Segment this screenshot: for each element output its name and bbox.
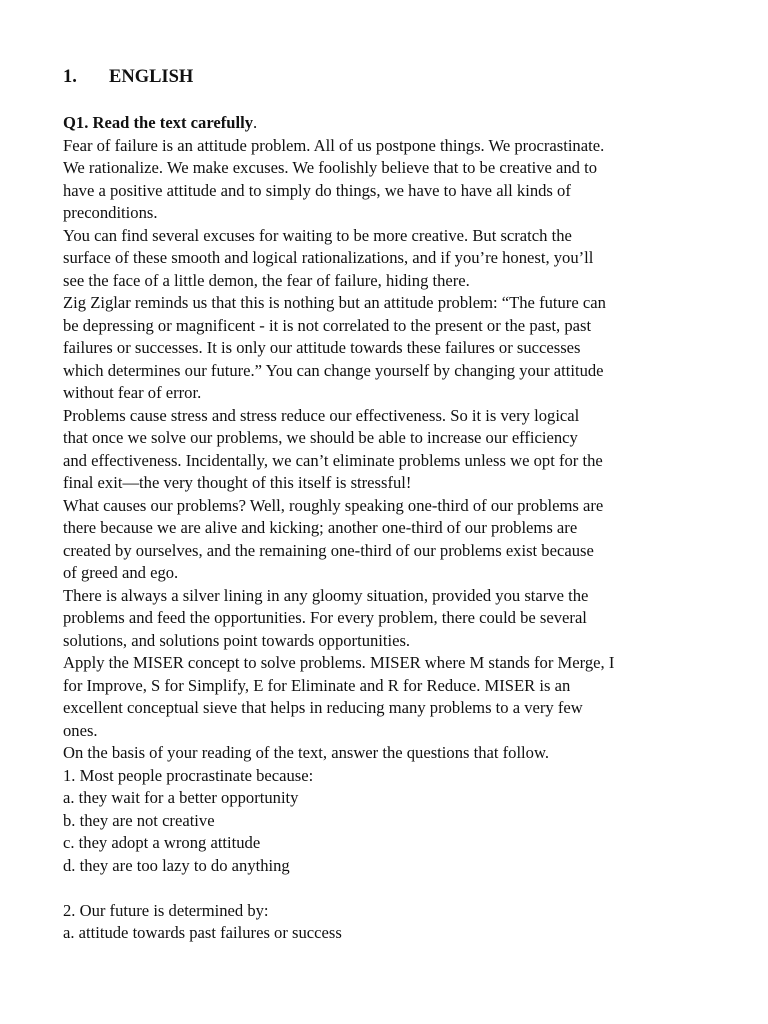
passage-line: ones. [63,720,98,740]
answer-option: a. they wait for a better opportunity [63,788,299,807]
passage-line: We rationalize. We make excuses. We foolishly believe that to be creative and to [63,158,598,177]
passage-line: there because we are alive and kicking; another one-third of our problems are [63,518,578,537]
passage-line: have a positive attitude and to simply do things, we have to have all kinds of [63,180,571,200]
passage-line: be depressing or magnificent - it is not correlated to the present or the past, past [63,315,592,335]
section-heading [63,64,193,90]
passage-line: surface of these smooth and logical rationalizations, and if you’re honest, you’ll [63,248,594,267]
question-label: Q1. Read the text carefully [63,113,254,132]
passage-line: which determines our future.” You can change yourself by changing your attitude [63,360,604,380]
passage-line: without fear of error. [63,383,202,402]
passage-line: Problems cause stress and stress reduce our effectiveness. So it is very logical [63,405,580,425]
passage-line: preconditions. [63,203,158,222]
passage-line: excellent conceptual sieve that helps in reducing many problems to a very few [63,698,583,717]
passage-line: Apply the MISER concept to solve problems. MISER where M stands for Merge, I [63,653,615,672]
passage-line: that once we solve our problems, we should be able to increase our efficiency [63,428,578,447]
passage-line: Zig Ziglar reminds us that this is nothing but an attitude problem: “The future can [63,293,606,312]
answer-option: b. they are not creative [63,810,215,830]
reading-passage [63,135,703,765]
answer-option: d. they are too lazy to do anything [63,855,290,875]
answer-option: a. attitude towards past failures or success [63,923,342,942]
passage-line: On the basis of your reading of the text, answer the questions that follow. [63,743,550,762]
question-heading [63,112,703,135]
answer-option: c. they adopt a wrong attitude [63,833,261,852]
passage-line: problems and feed the opportunities. For every problem, there could be several [63,608,587,627]
passage-line: see the face of a little demon, the fear of failure, hiding there. [63,270,470,290]
question-1 [63,765,703,878]
section-title: ENGLISH [109,67,194,87]
section-number: 1. [63,67,77,87]
question-2 [63,900,703,945]
passage-line: There is always a silver lining in any gloomy situation, provided you starve the [63,585,589,605]
passage-line: created by ourselves, and the remaining one-third of our problems exist because [63,540,594,560]
paragraph-spacer [63,877,703,900]
question-prompt: 2. Our future is determined by: [63,900,269,920]
passage-line: failures or successes. It is only our attitude towards these failures or successes [63,338,581,357]
passage-line: for Improve, S for Simplify, E for Eliminate and R for Reduce. MISER is an [63,675,571,695]
passage-line: You can find several excuses for waiting to be more creative. But scratch the [63,225,572,245]
question-label-suffix: . [253,113,258,132]
passage-line: and effectiveness. Incidentally, we can’t eliminate problems unless we opt for the [63,450,603,470]
passage-line: solutions, and solutions point towards opportunities. [63,630,411,650]
passage-line: of greed and ego. [63,563,179,582]
passage-line: What causes our problems? Well, roughly speaking one-third of our problems are [63,495,604,515]
question-prompt: 1. Most people procrastinate because: [63,765,314,785]
passage-line: Fear of failure is an attitude problem. All of us postpone things. We procrastinate. [63,135,605,155]
document-body [63,112,703,945]
passage-line: final exit—the very thought of this itself is stressful! [63,473,412,492]
